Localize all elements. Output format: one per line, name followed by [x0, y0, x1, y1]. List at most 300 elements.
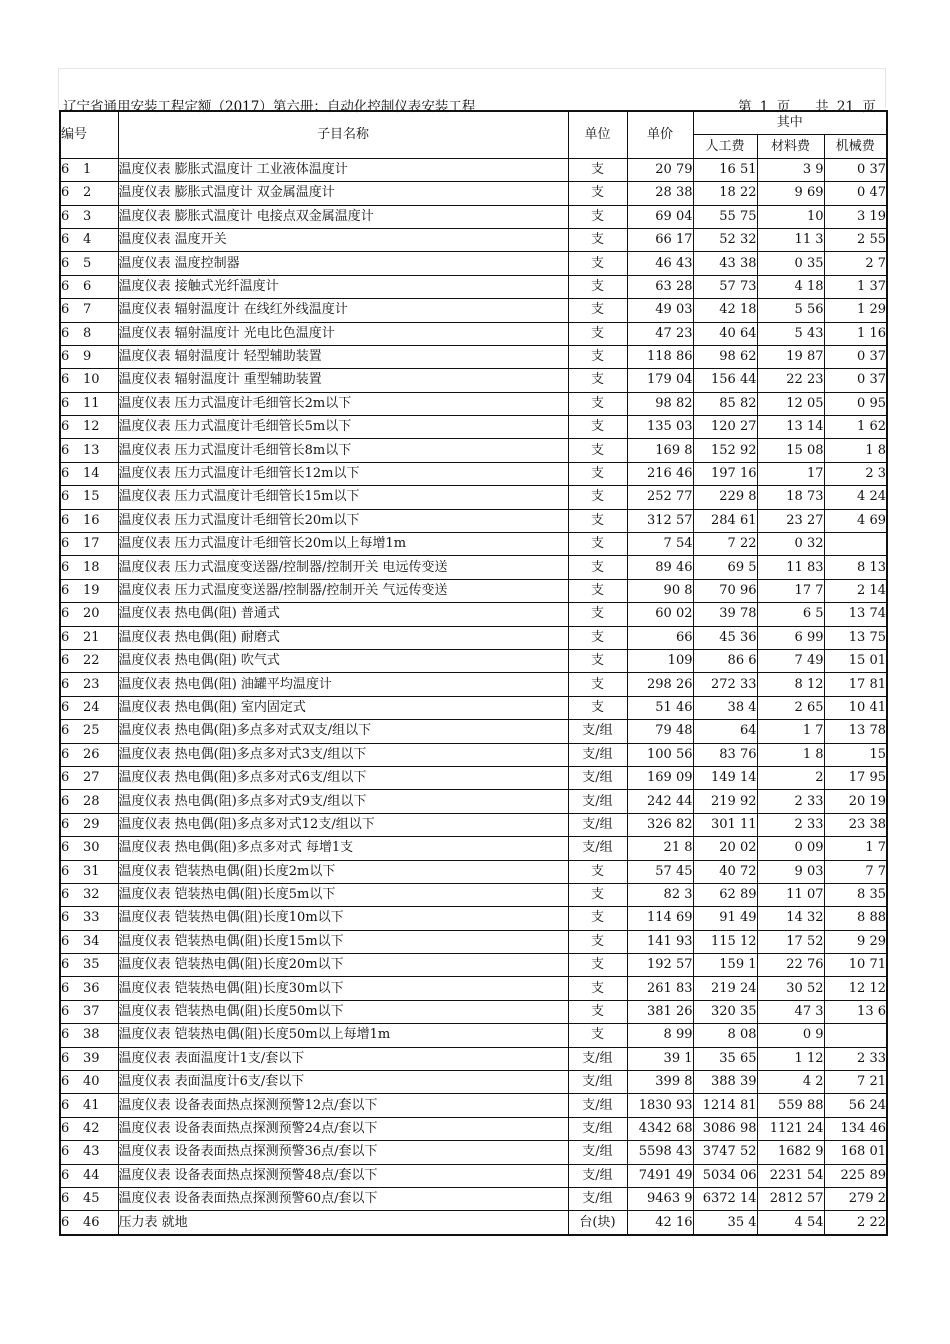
cell-labor: 20 02: [693, 837, 757, 860]
code-chapter: 6: [61, 653, 70, 669]
cell-labor: 52 32: [693, 228, 757, 251]
table-row: [60, 860, 887, 883]
cell-unit: 支/组: [568, 1164, 627, 1187]
cell-price: 252 77: [627, 486, 693, 509]
table-row: [60, 720, 887, 743]
cell-price: 98 82: [627, 392, 693, 415]
header-group: 其中: [693, 111, 887, 135]
cell-unit: 支: [568, 579, 627, 602]
cell-price: 216 46: [627, 462, 693, 485]
cell-labor: 156 44: [693, 369, 757, 392]
cell-material: 1 12: [757, 1047, 824, 1070]
cell-material: 0 32: [757, 533, 824, 556]
cell-name: 温度仪表 压力式温度计毛细管长20m以上每增1m: [118, 533, 568, 556]
code-chapter: 6: [61, 1004, 70, 1020]
cell-price: 57 45: [627, 860, 693, 883]
cell-machine: 7 21: [824, 1071, 887, 1094]
cell-code: [60, 416, 118, 439]
cell-labor: 219 92: [693, 790, 757, 813]
cell-unit: 支: [568, 954, 627, 977]
cell-material: 2 33: [757, 813, 824, 836]
header-name: 子目名称: [118, 111, 568, 158]
cell-price: 114 69: [627, 907, 693, 930]
cell-price: 141 93: [627, 930, 693, 953]
cell-code: [60, 766, 118, 789]
cell-labor: 40 72: [693, 860, 757, 883]
table-row: [60, 158, 887, 181]
cell-code: [60, 252, 118, 275]
table-row: [60, 486, 887, 509]
cell-machine: 12 12: [824, 977, 887, 1000]
cell-price: 39 1: [627, 1047, 693, 1070]
cell-machine: 0 47: [824, 182, 887, 205]
cell-material: 9 69: [757, 182, 824, 205]
code-chapter: 6: [61, 559, 70, 575]
cell-unit: 支/组: [568, 1047, 627, 1070]
page-number: 1: [759, 99, 769, 115]
table-row: [60, 930, 887, 953]
cell-unit: 支/组: [568, 1141, 627, 1164]
cell-machine: 23 38: [824, 813, 887, 836]
cell-machine: 168 01: [824, 1141, 887, 1164]
table-row: [60, 1094, 887, 1117]
table-row: [60, 1117, 887, 1140]
code-chapter: 6: [61, 980, 70, 996]
cell-machine: [824, 1024, 887, 1047]
code-number: 10: [83, 372, 100, 388]
code-number: 13: [83, 442, 100, 458]
cell-unit: 支: [568, 252, 627, 275]
cell-labor: 229 8: [693, 486, 757, 509]
table-row: [60, 837, 887, 860]
table-row: [60, 533, 887, 556]
cell-unit: 支/组: [568, 1187, 627, 1210]
cell-material: 17: [757, 462, 824, 485]
cell-machine: 0 37: [824, 158, 887, 181]
cell-material: 1121 24: [757, 1117, 824, 1140]
cell-unit: 支: [568, 556, 627, 579]
cell-code: [60, 556, 118, 579]
cell-labor: 3747 52: [693, 1141, 757, 1164]
code-number: 19: [83, 583, 100, 598]
cell-price: 312 57: [627, 509, 693, 532]
cell-unit: 支: [568, 299, 627, 322]
cell-material: 4 2: [757, 1071, 824, 1094]
cell-labor: 120 27: [693, 416, 757, 439]
cell-labor: 57 73: [693, 275, 757, 298]
code-number: 15: [83, 489, 100, 505]
cell-machine: 1 8: [824, 439, 887, 462]
code-chapter: 6: [61, 1050, 70, 1066]
cell-price: 21 8: [627, 837, 693, 860]
cell-name: 压力表 就地: [118, 1211, 568, 1235]
code-chapter: 6: [61, 840, 70, 856]
cell-unit: 支: [568, 649, 627, 672]
cell-price: 169 8: [627, 439, 693, 462]
code-chapter: 6: [61, 816, 70, 832]
code-chapter: 6: [61, 489, 70, 505]
cell-name: 温度仪表 热电偶(阻) 吹气式: [118, 649, 568, 672]
cell-price: 7 54: [627, 533, 693, 556]
cell-price: 1830 93: [627, 1094, 693, 1117]
cell-name: 温度仪表 铠装热电偶(阻)长度50m以上每增1m: [118, 1024, 568, 1047]
cell-material: 0 35: [757, 252, 824, 275]
cell-machine: 0 95: [824, 392, 887, 415]
cell-material: 8 12: [757, 673, 824, 696]
cell-unit: 支: [568, 228, 627, 251]
sheet-edge-right: [885, 68, 886, 108]
cell-machine: 0 37: [824, 369, 887, 392]
cell-unit: 支/组: [568, 837, 627, 860]
cell-price: 60 02: [627, 603, 693, 626]
table-row: [60, 1141, 887, 1164]
cell-material: 0 9: [757, 1024, 824, 1047]
code-number: 35: [83, 957, 100, 973]
cell-machine: 20 19: [824, 790, 887, 813]
cell-name: 温度仪表 压力式温度计毛细管长15m以下: [118, 486, 568, 509]
code-number: 37: [83, 1004, 100, 1020]
table-row: [60, 1000, 887, 1023]
cell-material: 22 76: [757, 954, 824, 977]
cell-code: [60, 369, 118, 392]
cell-name: 温度仪表 膨胀式温度计 电接点双金属温度计: [118, 205, 568, 228]
code-chapter: 6: [61, 1191, 70, 1207]
table-row: [60, 673, 887, 696]
cell-machine: 8 13: [824, 556, 887, 579]
code-number: 25: [83, 723, 100, 739]
cell-name: 温度仪表 热电偶(阻)多点多对式6支/组以下: [118, 766, 568, 789]
code-chapter: 6: [61, 1027, 70, 1043]
cell-machine: 2 14: [824, 579, 887, 602]
header-labor: 人工费: [693, 135, 757, 158]
code-chapter: 6: [61, 793, 70, 809]
cell-labor: 64: [693, 720, 757, 743]
cell-name: 温度仪表 表面温度计6支/套以下: [118, 1071, 568, 1094]
code-chapter: 6: [61, 699, 70, 715]
cell-machine: 3 19: [824, 205, 887, 228]
cell-code: [60, 1211, 118, 1235]
code-number: 6: [83, 278, 92, 294]
code-number: 43: [83, 1144, 100, 1160]
code-chapter: 6: [61, 933, 70, 949]
code-number: 17: [83, 536, 100, 552]
cell-unit: 支: [568, 205, 627, 228]
cell-unit: 支: [568, 907, 627, 930]
cell-code: [60, 813, 118, 836]
table-row: [60, 579, 887, 602]
code-number: 45: [83, 1191, 100, 1207]
page-label-suffix: 页: [776, 99, 791, 115]
cell-name: 温度仪表 热电偶(阻)多点多对式9支/组以下: [118, 790, 568, 813]
cell-labor: 39 78: [693, 603, 757, 626]
table-row: [60, 439, 887, 462]
cell-code: [60, 1164, 118, 1187]
cell-machine: 0 37: [824, 345, 887, 368]
code-number: 38: [83, 1027, 100, 1043]
cell-code: [60, 790, 118, 813]
cell-machine: 15 01: [824, 649, 887, 672]
cell-code: [60, 462, 118, 485]
code-number: 46: [83, 1214, 100, 1230]
code-number: 3: [83, 208, 92, 224]
table-row: [60, 322, 887, 345]
cell-machine: 2 22: [824, 1211, 887, 1235]
code-number: 41: [83, 1097, 100, 1113]
cell-name: 温度仪表 铠装热电偶(阻)长度10m以下: [118, 907, 568, 930]
cell-material: 14 32: [757, 907, 824, 930]
cell-labor: 5034 06: [693, 1164, 757, 1187]
cell-labor: 115 12: [693, 930, 757, 953]
cell-material: 2 33: [757, 790, 824, 813]
cell-unit: 支: [568, 977, 627, 1000]
cell-code: [60, 1117, 118, 1140]
cell-labor: 3086 98: [693, 1117, 757, 1140]
total-label-prefix: 共: [815, 99, 829, 115]
code-number: 29: [83, 816, 100, 832]
table-row: [60, 182, 887, 205]
cell-labor: 43 38: [693, 252, 757, 275]
cell-code: [60, 486, 118, 509]
cell-material: 2 65: [757, 696, 824, 719]
table-row: [60, 954, 887, 977]
cell-code: [60, 275, 118, 298]
cell-labor: 149 14: [693, 766, 757, 789]
cell-name: 温度仪表 温度控制器: [118, 252, 568, 275]
cell-name: 温度仪表 铠装热电偶(阻)长度2m以下: [118, 860, 568, 883]
cell-labor: 272 33: [693, 673, 757, 696]
table-row: [60, 462, 887, 485]
code-number: 40: [83, 1074, 100, 1090]
cell-labor: 152 92: [693, 439, 757, 462]
code-chapter: 6: [61, 442, 70, 458]
code-number: 7: [83, 302, 92, 318]
code-number: 27: [83, 770, 100, 786]
cell-unit: 支/组: [568, 790, 627, 813]
cell-code: [60, 626, 118, 649]
code-number: 18: [83, 559, 100, 575]
cell-name: 温度仪表 热电偶(阻) 油罐平均温度计: [118, 673, 568, 696]
total-label-suffix: 页: [862, 99, 876, 115]
cell-code: [60, 837, 118, 860]
cell-labor: 320 35: [693, 1000, 757, 1023]
cell-unit: 支: [568, 439, 627, 462]
code-chapter: 6: [61, 629, 70, 645]
cell-machine: [824, 533, 887, 556]
cell-unit: 支: [568, 158, 627, 181]
table-row: [60, 556, 887, 579]
code-chapter: 6: [61, 255, 70, 271]
code-chapter: 6: [61, 325, 70, 341]
cell-code: [60, 579, 118, 602]
cell-unit: 支: [568, 369, 627, 392]
cell-code: [60, 1024, 118, 1047]
table-row: [60, 907, 887, 930]
header-material: 材料费: [757, 135, 824, 158]
code-chapter: 6: [61, 1120, 70, 1136]
code-chapter: 6: [61, 606, 70, 622]
cell-name: 温度仪表 辐射温度计 轻型辅助装置: [118, 345, 568, 368]
code-chapter: 6: [61, 232, 70, 248]
code-number: 8: [83, 325, 92, 341]
cell-code: [60, 509, 118, 532]
cell-price: 49 03: [627, 299, 693, 322]
table-row: [60, 626, 887, 649]
code-number: 16: [83, 512, 100, 528]
cell-unit: 支/组: [568, 813, 627, 836]
cell-unit: 支: [568, 1024, 627, 1047]
table-row: [60, 1024, 887, 1047]
cell-price: 118 86: [627, 345, 693, 368]
code-chapter: 6: [61, 770, 70, 786]
cell-unit: 支: [568, 696, 627, 719]
cell-material: 1682 9: [757, 1141, 824, 1164]
cell-labor: 6372 14: [693, 1187, 757, 1210]
table-row: [60, 228, 887, 251]
cell-machine: 2 7: [824, 252, 887, 275]
cell-labor: 62 89: [693, 883, 757, 906]
cell-name: 温度仪表 热电偶(阻)多点多对式3支/组以下: [118, 743, 568, 766]
code-chapter: 6: [61, 1167, 70, 1183]
cell-unit: 支: [568, 392, 627, 415]
code-number: 22: [83, 653, 100, 669]
code-number: 4: [83, 232, 92, 248]
cell-price: 109: [627, 649, 693, 672]
sheet-edge: [58, 68, 886, 69]
cell-code: [60, 1047, 118, 1070]
cell-code: [60, 930, 118, 953]
cell-unit: 支: [568, 509, 627, 532]
cell-code: [60, 439, 118, 462]
code-chapter: 6: [61, 349, 70, 365]
cell-unit: 支: [568, 322, 627, 345]
cell-machine: 1 62: [824, 416, 887, 439]
cell-price: 261 83: [627, 977, 693, 1000]
cell-code: [60, 1141, 118, 1164]
cell-code: [60, 603, 118, 626]
code-number: 5: [83, 255, 92, 271]
cell-name: 温度仪表 辐射温度计 重型辅助装置: [118, 369, 568, 392]
cell-labor: 219 24: [693, 977, 757, 1000]
table-row: [60, 743, 887, 766]
cell-price: 47 23: [627, 322, 693, 345]
code-chapter: 6: [61, 957, 70, 973]
cell-labor: 42 18: [693, 299, 757, 322]
cell-labor: 8 08: [693, 1024, 757, 1047]
table-row: [60, 1187, 887, 1210]
cell-labor: 83 76: [693, 743, 757, 766]
cell-name: 温度仪表 压力式温度计毛细管长20m以下: [118, 509, 568, 532]
cell-name: 温度仪表 热电偶(阻) 室内固定式: [118, 696, 568, 719]
code-number: 42: [83, 1120, 100, 1136]
table-row: [60, 205, 887, 228]
code-chapter: 6: [61, 723, 70, 739]
cell-price: 66 17: [627, 228, 693, 251]
cell-labor: 16 51: [693, 158, 757, 181]
cell-unit: 支: [568, 626, 627, 649]
cell-price: 9463 9: [627, 1187, 693, 1210]
cell-code: [60, 322, 118, 345]
cell-unit: 支: [568, 462, 627, 485]
header-machine: 机械费: [824, 135, 887, 158]
page-label-prefix: 第: [738, 99, 752, 115]
cell-price: 90 8: [627, 579, 693, 602]
cell-unit: 支: [568, 533, 627, 556]
code-number: 33: [83, 910, 100, 926]
cell-name: 温度仪表 铠装热电偶(阻)长度20m以下: [118, 954, 568, 977]
cell-code: [60, 1187, 118, 1210]
cell-labor: 40 64: [693, 322, 757, 345]
code-number: 14: [83, 466, 100, 482]
cell-material: 6 99: [757, 626, 824, 649]
cell-unit: 支: [568, 673, 627, 696]
code-chapter: 6: [61, 512, 70, 528]
table-row: [60, 1047, 887, 1070]
code-chapter: 6: [61, 208, 70, 224]
table-row: [60, 790, 887, 813]
cell-machine: 1 29: [824, 299, 887, 322]
cell-labor: 35 65: [693, 1047, 757, 1070]
table-row: [60, 1211, 887, 1235]
code-number: 23: [83, 676, 100, 692]
cell-name: 温度仪表 压力式温度计毛细管长8m以下: [118, 439, 568, 462]
cell-price: 242 44: [627, 790, 693, 813]
cell-price: 28 38: [627, 182, 693, 205]
cell-labor: 197 16: [693, 462, 757, 485]
table-row: [60, 696, 887, 719]
cell-labor: 55 75: [693, 205, 757, 228]
cell-material: 13 14: [757, 416, 824, 439]
code-chapter: 6: [61, 1144, 70, 1160]
cell-labor: 98 62: [693, 345, 757, 368]
cell-code: [60, 392, 118, 415]
cell-labor: 45 36: [693, 626, 757, 649]
cell-code: [60, 345, 118, 368]
code-chapter: 6: [61, 1097, 70, 1113]
cell-name: 温度仪表 辐射温度计 光电比色温度计: [118, 322, 568, 345]
cell-material: 47 3: [757, 1000, 824, 1023]
cell-price: 192 57: [627, 954, 693, 977]
cell-name: 温度仪表 辐射温度计 在线红外线温度计: [118, 299, 568, 322]
code-number: 2: [83, 185, 92, 201]
cell-labor: 35 4: [693, 1211, 757, 1235]
cell-machine: 9 29: [824, 930, 887, 953]
cell-machine: 10 71: [824, 954, 887, 977]
code-number: 24: [83, 699, 100, 715]
cell-price: 298 26: [627, 673, 693, 696]
cell-code: [60, 1000, 118, 1023]
header-price: 单价: [627, 111, 693, 158]
table-row: [60, 813, 887, 836]
header-code: 编号: [60, 111, 118, 158]
table-row: [60, 977, 887, 1000]
cell-machine: 17 81: [824, 673, 887, 696]
cell-machine: 279 2: [824, 1187, 887, 1210]
code-chapter: 6: [61, 583, 70, 598]
table-row: [60, 766, 887, 789]
cell-material: 3 9: [757, 158, 824, 181]
cell-labor: 38 4: [693, 696, 757, 719]
cell-code: [60, 1094, 118, 1117]
code-number: 39: [83, 1050, 100, 1066]
code-number: 1: [83, 161, 92, 177]
cell-machine: 8 35: [824, 883, 887, 906]
cell-labor: 18 22: [693, 182, 757, 205]
code-chapter: 6: [61, 1214, 70, 1230]
cell-name: 温度仪表 铠装热电偶(阻)长度50m以下: [118, 1000, 568, 1023]
cell-unit: 支/组: [568, 1071, 627, 1094]
quota-table: [59, 110, 888, 1236]
cell-machine: 4 69: [824, 509, 887, 532]
